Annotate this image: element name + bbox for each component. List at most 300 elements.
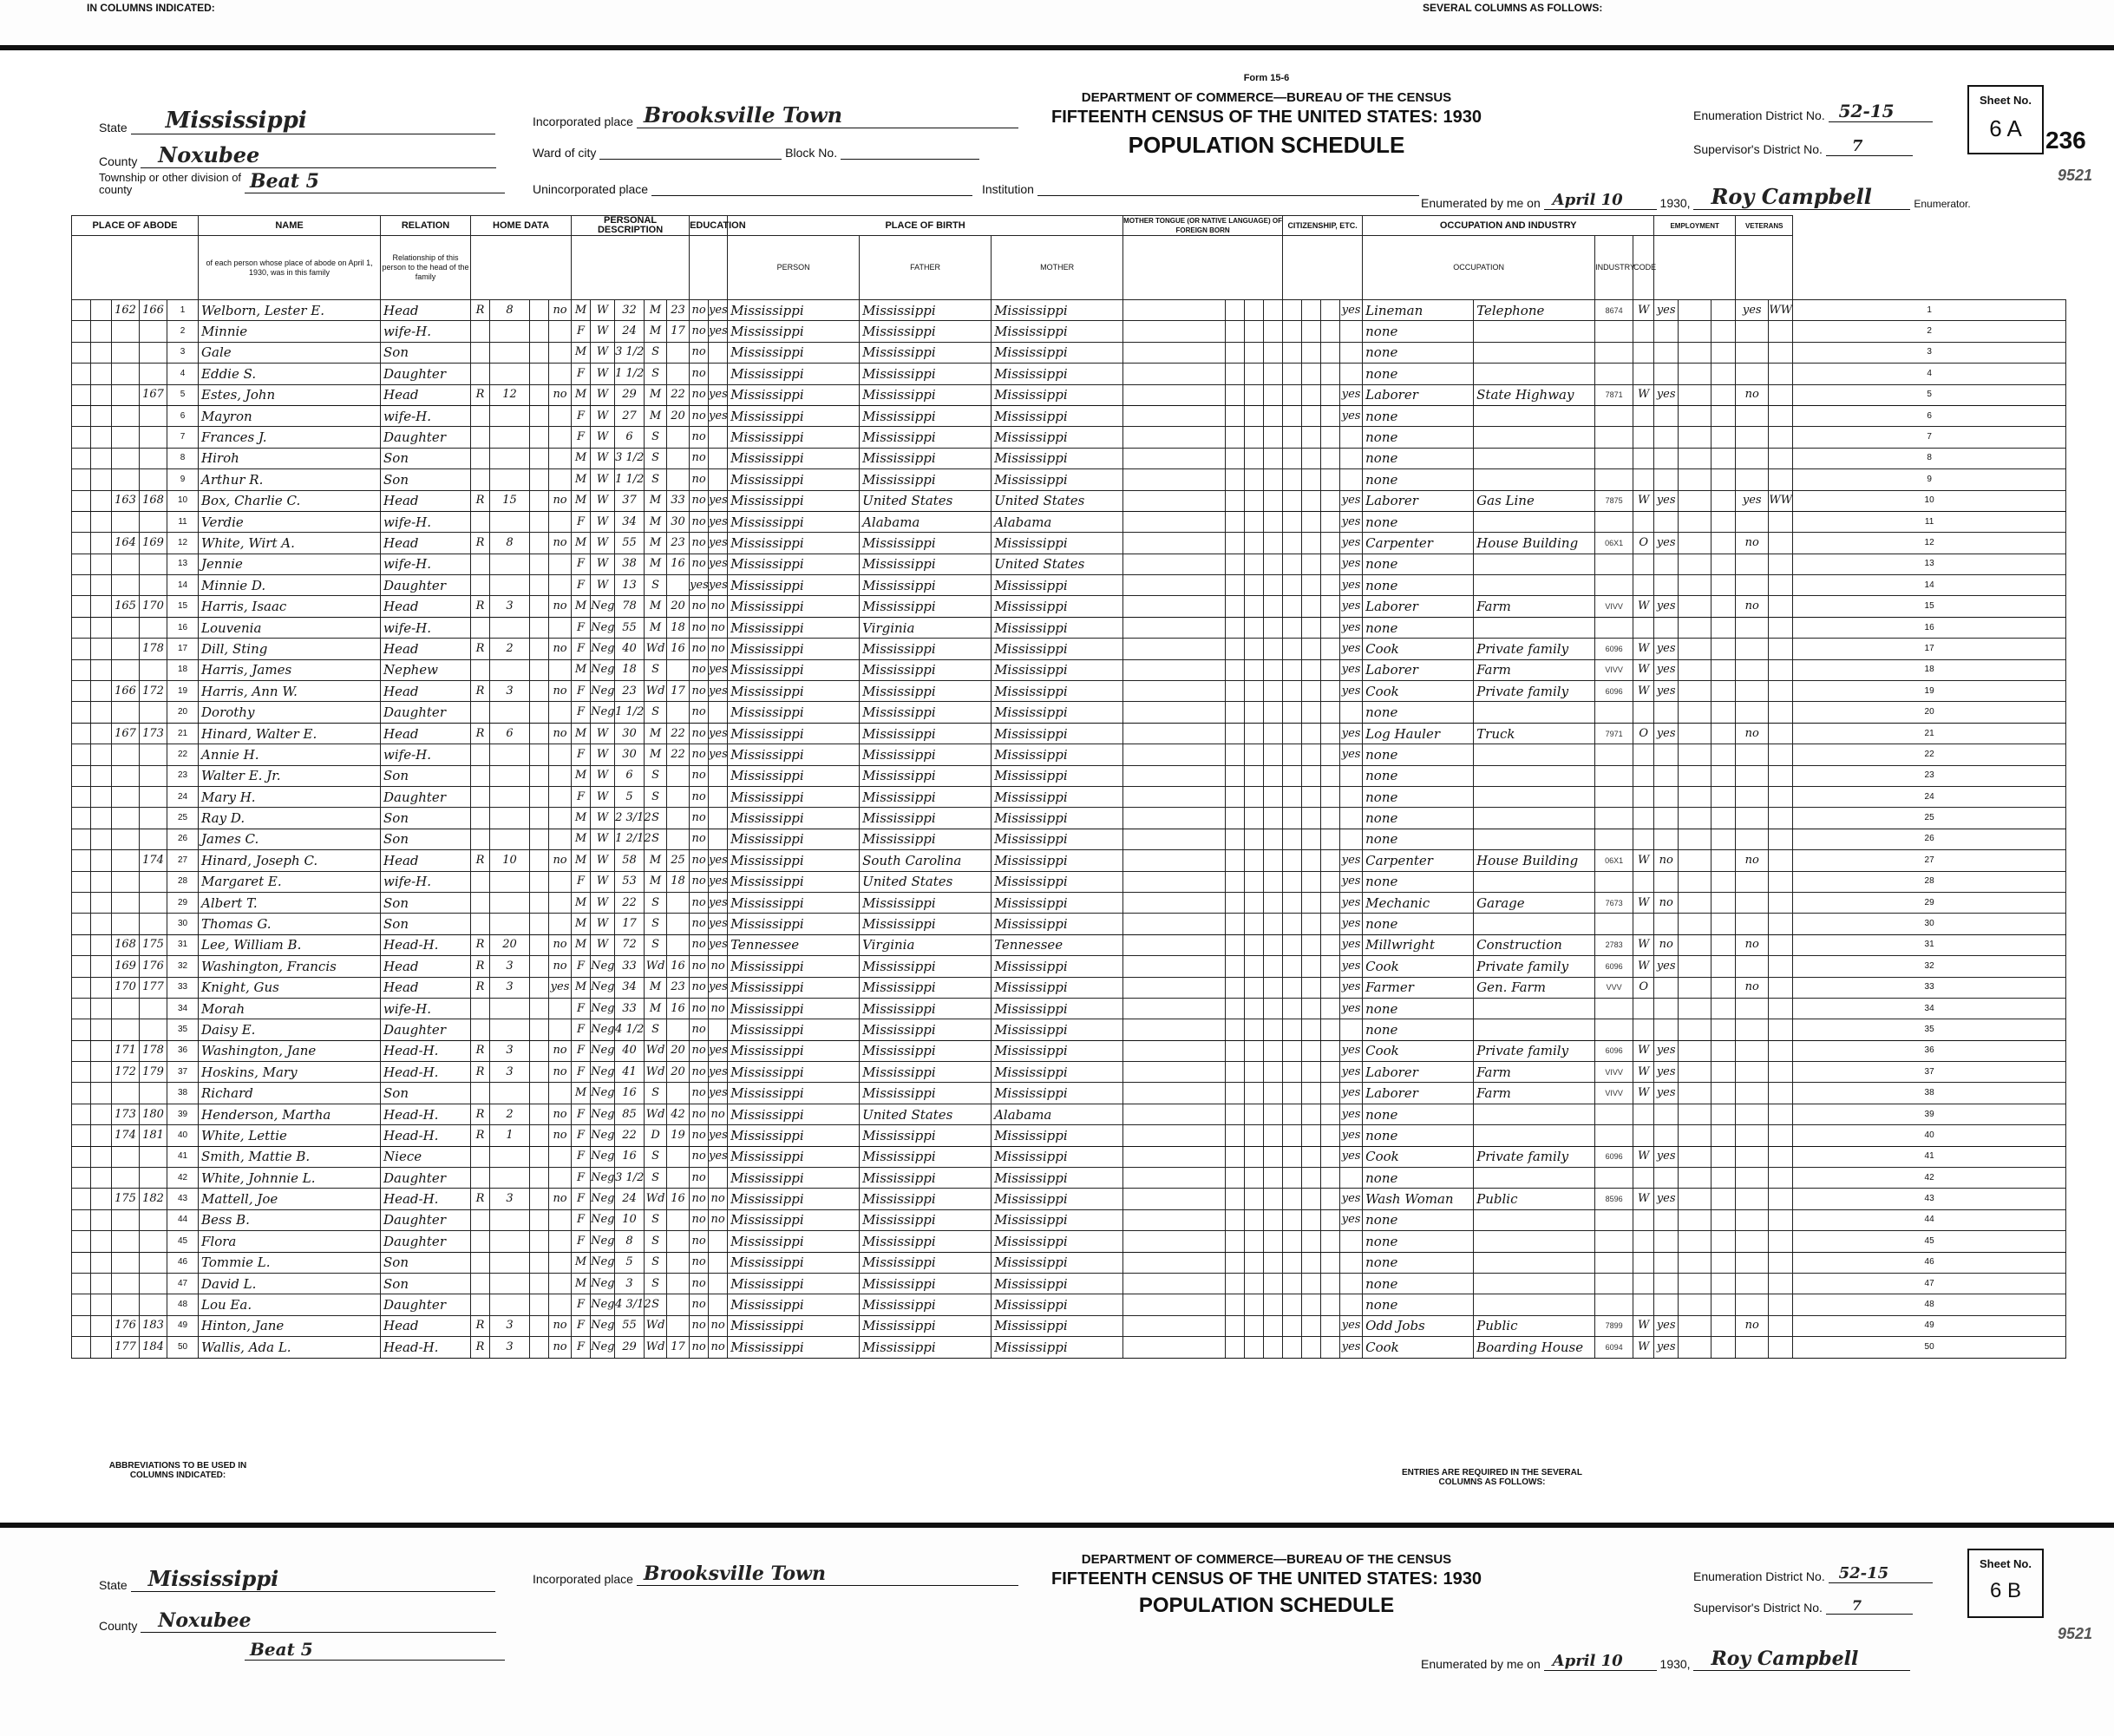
empty-cell xyxy=(72,405,91,426)
empty-cell xyxy=(1123,448,1226,468)
race-cell: Neg xyxy=(591,1125,615,1146)
school-cell: no xyxy=(690,934,709,955)
line-number-right-cell: 24 xyxy=(1793,786,2066,807)
empty-cell xyxy=(1245,977,1264,998)
farm-flag-cell xyxy=(549,1146,572,1167)
class-of-worker-cell xyxy=(1633,427,1654,448)
read-write-cell: yes xyxy=(709,1062,728,1083)
next-enumerated-by xyxy=(1421,1648,1910,1671)
birthplace-cell: Mississippi xyxy=(728,511,860,532)
farm-flag-cell xyxy=(549,469,572,490)
school-cell: no xyxy=(690,342,709,363)
industry-cell: Private family xyxy=(1474,681,1595,702)
marital-status-cell: M xyxy=(645,384,667,405)
can-speak-english-cell: yes xyxy=(1340,681,1363,702)
age-at-marriage-cell: 16 xyxy=(667,998,690,1019)
empty-cell xyxy=(1226,702,1245,723)
industry-cell xyxy=(1474,765,1595,786)
empty-cell xyxy=(1711,765,1736,786)
race-cell: Neg xyxy=(591,1252,615,1273)
empty-cell xyxy=(1711,1294,1736,1315)
empty-cell xyxy=(1321,1040,1340,1061)
line-number-left-cell: 43 xyxy=(167,1189,199,1209)
township-value: Beat 5 xyxy=(245,170,505,193)
industry-cell xyxy=(1474,702,1595,723)
war-cell xyxy=(1769,786,1793,807)
home-value-cell: 3 xyxy=(490,681,530,702)
group-home-data: HOME DATA xyxy=(471,216,572,236)
relation-cell: Head xyxy=(381,490,471,511)
father-birthplace-cell: Mississippi xyxy=(860,1337,992,1358)
empty-cell xyxy=(1711,914,1736,934)
birthplace-cell: Mississippi xyxy=(728,300,860,321)
veteran-cell: no xyxy=(1736,723,1769,744)
empty-cell xyxy=(1123,1168,1226,1189)
empty-cell xyxy=(72,342,91,363)
empty-cell xyxy=(1123,850,1226,871)
empty-cell xyxy=(72,1294,91,1315)
empty-cell xyxy=(1264,511,1283,532)
relation-cell: Daughter xyxy=(381,1019,471,1040)
school-cell: no xyxy=(690,617,709,638)
empty-cell xyxy=(1321,829,1340,849)
veteran-cell xyxy=(1736,427,1769,448)
farm-flag-cell xyxy=(549,786,572,807)
marital-status-cell: S xyxy=(645,829,667,849)
empty-cell xyxy=(1679,765,1711,786)
age-cell: 55 xyxy=(615,1315,645,1336)
group-place-of-birth: PLACE OF BIRTH xyxy=(728,216,1123,236)
empty-cell xyxy=(1264,1019,1283,1040)
at-work-cell: yes xyxy=(1654,659,1679,680)
race-cell: Neg xyxy=(591,681,615,702)
line-number-right-cell: 30 xyxy=(1793,914,2066,934)
class-of-worker-cell xyxy=(1633,998,1654,1019)
empty-cell xyxy=(1711,639,1736,659)
empty-cell xyxy=(1302,554,1321,574)
empty-cell xyxy=(1264,871,1283,892)
war-cell xyxy=(1769,1104,1793,1124)
mother-birthplace-cell: Mississippi xyxy=(992,1125,1123,1146)
line-number-left-cell: 40 xyxy=(167,1125,199,1146)
family-number-cell xyxy=(140,427,167,448)
empty-cell xyxy=(1283,681,1302,702)
relation-cell: Son xyxy=(381,342,471,363)
empty-cell xyxy=(1711,808,1736,829)
class-of-worker-cell xyxy=(1633,829,1654,849)
marital-status-cell: Wd xyxy=(645,1189,667,1209)
empty-cell xyxy=(1679,469,1711,490)
occupation-code-cell xyxy=(1595,342,1633,363)
institution-field xyxy=(982,182,1419,196)
empty-cell xyxy=(1123,1083,1226,1104)
empty-cell xyxy=(1264,1146,1283,1167)
group-place-of-abode: PLACE OF ABODE xyxy=(72,216,199,236)
empty-cell xyxy=(1245,1294,1264,1315)
age-at-marriage-cell xyxy=(667,1231,690,1252)
tenure-cell: R xyxy=(471,384,490,405)
occupation-code-cell xyxy=(1595,1209,1633,1230)
marital-status-cell: M xyxy=(645,511,667,532)
empty-cell xyxy=(1679,1125,1711,1146)
war-cell xyxy=(1769,765,1793,786)
farm-flag-cell xyxy=(549,575,572,596)
tenure-cell xyxy=(471,617,490,638)
line-number-right-cell: 42 xyxy=(1793,1168,2066,1189)
empty-cell xyxy=(1321,1315,1340,1336)
school-cell: no xyxy=(690,533,709,554)
empty-cell xyxy=(1679,1252,1711,1273)
can-speak-english-cell: yes xyxy=(1340,850,1363,871)
sex-cell: M xyxy=(572,892,591,913)
read-write-cell xyxy=(709,1168,728,1189)
empty-cell xyxy=(1226,1273,1245,1294)
line-number-right-cell: 15 xyxy=(1793,596,2066,617)
sex-cell: M xyxy=(572,533,591,554)
age-at-marriage-cell: 33 xyxy=(667,490,690,511)
code-head: CODE xyxy=(1633,236,1654,300)
home-value-cell: 3 xyxy=(490,1062,530,1083)
empty-cell xyxy=(530,427,549,448)
family-number-cell: 181 xyxy=(140,1125,167,1146)
empty-cell xyxy=(1302,511,1321,532)
family-number-cell xyxy=(140,469,167,490)
race-cell: Neg xyxy=(591,1209,615,1230)
empty-cell xyxy=(1245,1019,1264,1040)
age-at-marriage-cell xyxy=(667,786,690,807)
next-margin-note: 9521 xyxy=(2058,1625,2093,1642)
veteran-cell xyxy=(1736,1168,1769,1189)
empty-cell xyxy=(530,469,549,490)
father-birthplace-cell: Mississippi xyxy=(860,1062,992,1083)
father-birthplace-cell: Mississippi xyxy=(860,575,992,596)
birthplace-cell: Mississippi xyxy=(728,998,860,1019)
empty-cell xyxy=(91,596,112,617)
race-cell: Neg xyxy=(591,1104,615,1124)
age-at-marriage-cell: 23 xyxy=(667,300,690,321)
at-work-cell xyxy=(1654,1231,1679,1252)
occupation-head: OCCUPATION xyxy=(1363,236,1595,300)
empty-cell xyxy=(72,1273,91,1294)
line-number-right-cell: 23 xyxy=(1793,765,2066,786)
occupation-cell: none xyxy=(1363,1104,1474,1124)
sex-cell: M xyxy=(572,1273,591,1294)
age-at-marriage-cell: 16 xyxy=(667,639,690,659)
sheet-value: 6 A xyxy=(1989,115,2022,141)
occupation-cell: Carpenter xyxy=(1363,850,1474,871)
veteran-cell xyxy=(1736,744,1769,765)
empty-cell xyxy=(530,575,549,596)
empty-cell xyxy=(1283,1083,1302,1104)
birth-mother-head: MOTHER xyxy=(992,236,1123,300)
group-veterans: VETERANS xyxy=(1736,216,1793,236)
empty-cell xyxy=(1321,723,1340,744)
occupation-cell: Laborer xyxy=(1363,659,1474,680)
tenure-cell: R xyxy=(471,596,490,617)
war-cell xyxy=(1769,511,1793,532)
home-value-cell xyxy=(490,575,530,596)
industry-cell: Farm xyxy=(1474,1083,1595,1104)
empty-cell xyxy=(1321,1168,1340,1189)
race-cell: Neg xyxy=(591,702,615,723)
home-value-cell: 3 xyxy=(490,1189,530,1209)
race-cell: W xyxy=(591,384,615,405)
at-work-cell xyxy=(1654,448,1679,468)
empty-cell xyxy=(1226,617,1245,638)
farm-flag-cell: no xyxy=(549,490,572,511)
can-speak-english-cell: yes xyxy=(1340,744,1363,765)
empty-cell xyxy=(1226,998,1245,1019)
can-speak-english-cell: yes xyxy=(1340,914,1363,934)
empty-cell xyxy=(1245,871,1264,892)
empty-cell xyxy=(1226,490,1245,511)
race-cell: Neg xyxy=(591,1315,615,1336)
can-speak-english-cell: yes xyxy=(1340,1146,1363,1167)
farm-flag-cell xyxy=(549,321,572,342)
father-birthplace-cell: Mississippi xyxy=(860,427,992,448)
veteran-cell: yes xyxy=(1736,490,1769,511)
mother-birthplace-cell: Mississippi xyxy=(992,1337,1123,1358)
age-cell: 72 xyxy=(615,934,645,955)
age-at-marriage-cell: 17 xyxy=(667,321,690,342)
age-at-marriage-cell: 30 xyxy=(667,511,690,532)
line-number-right-cell: 50 xyxy=(1793,1337,2066,1358)
empty-cell xyxy=(530,723,549,744)
line-number-right-cell: 6 xyxy=(1793,405,2066,426)
empty-cell xyxy=(530,1019,549,1040)
occupation-code-cell: 7899 xyxy=(1595,1315,1633,1336)
dwelling-number-cell xyxy=(112,1019,140,1040)
empty-cell xyxy=(1264,1252,1283,1273)
age-at-marriage-cell: 22 xyxy=(667,384,690,405)
dwelling-number-cell: 172 xyxy=(112,1062,140,1083)
occupation-cell: Laborer xyxy=(1363,1083,1474,1104)
empty-cell xyxy=(72,1315,91,1336)
can-speak-english-cell: yes xyxy=(1340,575,1363,596)
at-work-cell xyxy=(1654,786,1679,807)
line-number-right-cell: 7 xyxy=(1793,427,2066,448)
father-birthplace-cell: Mississippi xyxy=(860,554,992,574)
at-work-cell xyxy=(1654,617,1679,638)
war-cell xyxy=(1769,1273,1793,1294)
occupation-code-cell xyxy=(1595,871,1633,892)
tenure-cell xyxy=(471,998,490,1019)
empty-cell xyxy=(1264,617,1283,638)
person-name-cell: Gale xyxy=(199,342,381,363)
empty-cell xyxy=(1245,1315,1264,1336)
race-cell: Neg xyxy=(591,1189,615,1209)
family-number-cell xyxy=(140,744,167,765)
war-cell xyxy=(1769,808,1793,829)
table-row xyxy=(72,1231,2066,1252)
industry-cell xyxy=(1474,1104,1595,1124)
home-value-cell: 8 xyxy=(490,533,530,554)
class-of-worker-cell xyxy=(1633,702,1654,723)
father-birthplace-cell: Mississippi xyxy=(860,681,992,702)
birthplace-cell: Mississippi xyxy=(728,956,860,977)
dwelling-number-cell: 171 xyxy=(112,1040,140,1061)
race-cell: Neg xyxy=(591,977,615,998)
age-cell: 22 xyxy=(615,892,645,913)
veterans-subheads xyxy=(1736,236,1793,300)
empty-cell xyxy=(1321,364,1340,384)
marital-status-cell: S xyxy=(645,1252,667,1273)
home-value-cell: 3 xyxy=(490,1315,530,1336)
empty-cell xyxy=(1679,659,1711,680)
veteran-cell xyxy=(1736,1294,1769,1315)
empty-cell xyxy=(1226,956,1245,977)
dwelling-number-cell: 166 xyxy=(112,681,140,702)
sex-cell: F xyxy=(572,1189,591,1209)
war-cell xyxy=(1769,934,1793,955)
empty-cell xyxy=(1283,533,1302,554)
empty-cell xyxy=(1264,1294,1283,1315)
birth-father-head: FATHER xyxy=(860,236,992,300)
war-cell xyxy=(1769,829,1793,849)
empty-cell xyxy=(1679,511,1711,532)
family-number-cell xyxy=(140,659,167,680)
empty-cell xyxy=(1711,1104,1736,1124)
empty-cell xyxy=(1245,1146,1264,1167)
mother-birthplace-cell: Mississippi xyxy=(992,1168,1123,1189)
empty-cell xyxy=(1226,1337,1245,1358)
line-number-left-cell: 39 xyxy=(167,1104,199,1124)
school-cell: no xyxy=(690,850,709,871)
line-number-left-cell: 37 xyxy=(167,1062,199,1083)
line-number-left-cell: 47 xyxy=(167,1273,199,1294)
empty-cell xyxy=(1245,702,1264,723)
industry-cell: Farm xyxy=(1474,596,1595,617)
county-value: Noxubee xyxy=(141,142,496,168)
veteran-cell xyxy=(1736,321,1769,342)
empty-cell xyxy=(1711,1040,1736,1061)
read-write-cell xyxy=(709,448,728,468)
line-number-left-cell: 12 xyxy=(167,533,199,554)
empty-cell xyxy=(91,934,112,955)
birthplace-cell: Mississippi xyxy=(728,1125,860,1146)
person-name-cell: Tommie L. xyxy=(199,1252,381,1273)
marital-status-cell: S xyxy=(645,914,667,934)
family-number-cell xyxy=(140,702,167,723)
line-number-left-cell: 26 xyxy=(167,829,199,849)
mother-birthplace-cell: Mississippi xyxy=(992,786,1123,807)
empty-cell xyxy=(1711,892,1736,913)
empty-cell xyxy=(1321,998,1340,1019)
table-row xyxy=(72,575,2066,596)
mother-birthplace-cell: Mississippi xyxy=(992,364,1123,384)
veteran-cell xyxy=(1736,639,1769,659)
empty-cell xyxy=(91,892,112,913)
occupation-code-cell: 6094 xyxy=(1595,1337,1633,1358)
occupation-code-cell: VIVV xyxy=(1595,596,1633,617)
empty-cell xyxy=(1321,617,1340,638)
relation-cell: Head-H. xyxy=(381,1337,471,1358)
mother-birthplace-cell: Mississippi xyxy=(992,1189,1123,1209)
dwelling-number-cell xyxy=(112,448,140,468)
age-cell: 22 xyxy=(615,1125,645,1146)
family-number-cell xyxy=(140,1083,167,1104)
table-row xyxy=(72,786,2066,807)
empty-cell xyxy=(1283,1104,1302,1124)
family-number-cell xyxy=(140,892,167,913)
table-row xyxy=(72,702,2066,723)
empty-cell xyxy=(91,1337,112,1358)
at-work-cell: yes xyxy=(1654,1146,1679,1167)
industry-cell: Farm xyxy=(1474,659,1595,680)
empty-cell xyxy=(1226,1315,1245,1336)
line-number-right-cell: 28 xyxy=(1793,871,2066,892)
occupation-cell: none xyxy=(1363,702,1474,723)
empty-cell xyxy=(1264,850,1283,871)
school-cell: no xyxy=(690,956,709,977)
line-number-left-cell: 16 xyxy=(167,617,199,638)
veteran-cell xyxy=(1736,1252,1769,1273)
empty-cell xyxy=(1679,1019,1711,1040)
at-work-cell: no xyxy=(1654,892,1679,913)
empty-cell xyxy=(72,1083,91,1104)
can-speak-english-cell: yes xyxy=(1340,1040,1363,1061)
father-birthplace-cell: Virginia xyxy=(860,934,992,955)
empty-cell xyxy=(1123,786,1226,807)
home-value-cell xyxy=(490,702,530,723)
mother-birthplace-cell: United States xyxy=(992,490,1123,511)
class-of-worker-cell xyxy=(1633,364,1654,384)
empty-cell xyxy=(1283,1189,1302,1209)
person-name-cell: Wallis, Ada L. xyxy=(199,1337,381,1358)
farm-flag-cell: no xyxy=(549,1062,572,1083)
race-cell: W xyxy=(591,850,615,871)
department-title: DEPARTMENT OF COMMERCE—BUREAU OF THE CENSUS xyxy=(1081,90,1452,105)
relation-cell: Son xyxy=(381,448,471,468)
can-speak-english-cell xyxy=(1340,808,1363,829)
line-number-right-cell: 25 xyxy=(1793,808,2066,829)
industry-cell xyxy=(1474,617,1595,638)
empty-cell xyxy=(530,808,549,829)
relation-cell: Daughter xyxy=(381,702,471,723)
war-cell xyxy=(1769,1168,1793,1189)
empty-cell xyxy=(1321,681,1340,702)
race-cell: W xyxy=(591,533,615,554)
empty-cell xyxy=(1283,723,1302,744)
relation-cell: wife-H. xyxy=(381,405,471,426)
school-cell: no xyxy=(690,1146,709,1167)
marital-status-cell: S xyxy=(645,702,667,723)
empty-cell xyxy=(1302,1083,1321,1104)
empty-cell xyxy=(1302,427,1321,448)
age-at-marriage-cell: 22 xyxy=(667,723,690,744)
family-number-cell xyxy=(140,786,167,807)
table-row xyxy=(72,617,2066,638)
class-of-worker-cell xyxy=(1633,554,1654,574)
empty-cell xyxy=(1711,850,1736,871)
line-number-left-cell: 1 xyxy=(167,300,199,321)
dwelling-number-cell xyxy=(112,384,140,405)
occupation-cell: none xyxy=(1363,808,1474,829)
tenure-cell: R xyxy=(471,300,490,321)
veteran-cell xyxy=(1736,1019,1769,1040)
line-number-right-cell: 22 xyxy=(1793,744,2066,765)
line-number-right-cell: 27 xyxy=(1793,850,2066,871)
empty-cell xyxy=(1264,639,1283,659)
empty-cell xyxy=(1226,914,1245,934)
occupation-cell: none xyxy=(1363,871,1474,892)
class-of-worker-cell xyxy=(1633,914,1654,934)
age-at-marriage-cell xyxy=(667,1209,690,1230)
empty-cell xyxy=(530,596,549,617)
empty-cell xyxy=(1302,490,1321,511)
empty-cell xyxy=(1245,405,1264,426)
state-label: State xyxy=(99,121,128,134)
